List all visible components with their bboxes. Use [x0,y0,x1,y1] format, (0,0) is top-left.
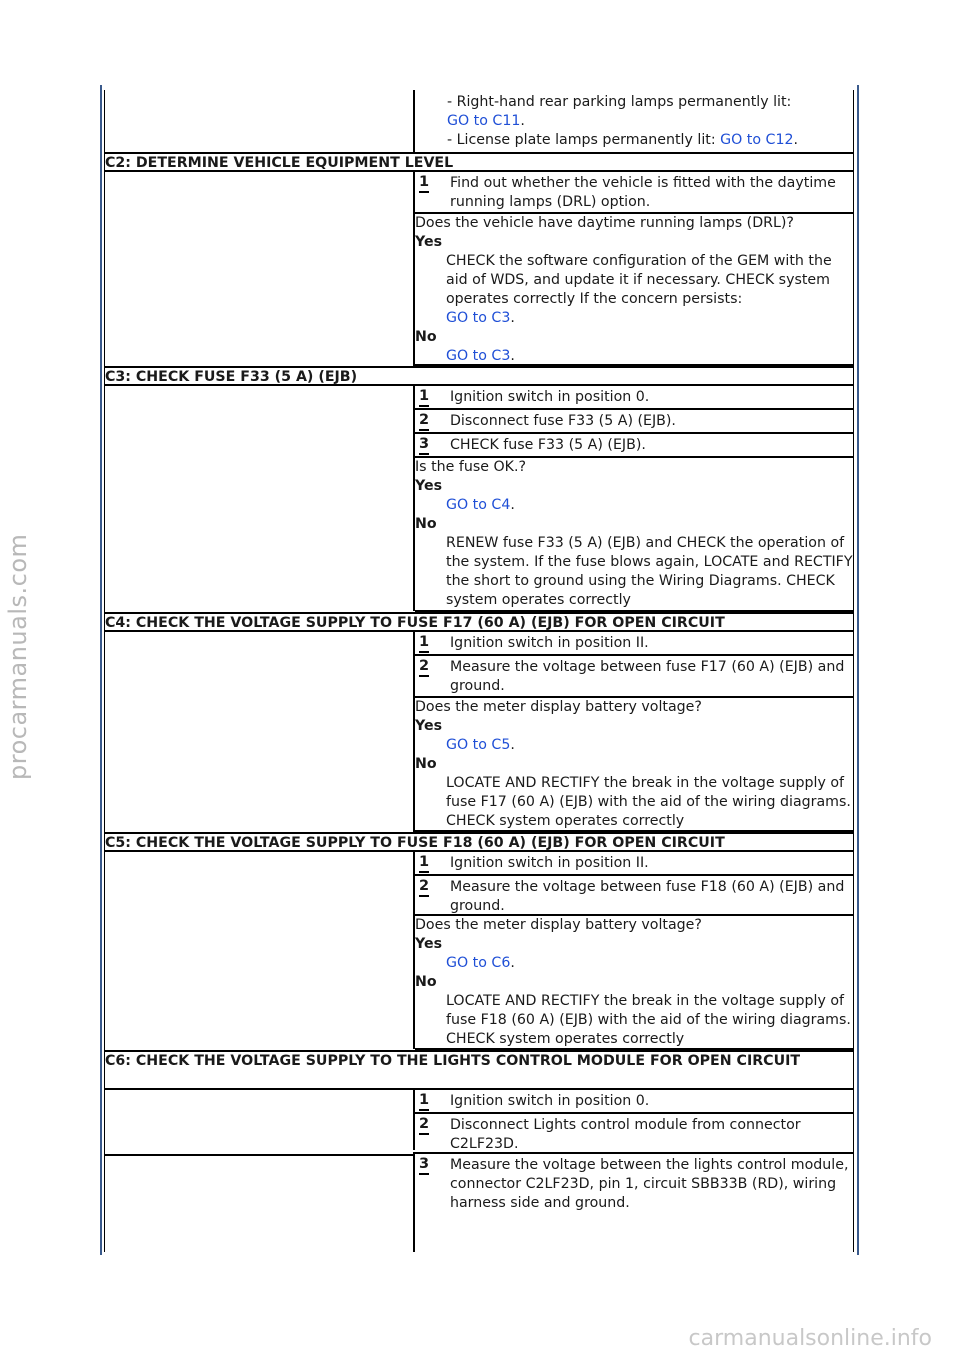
question-text: Does the meter display battery voltage? [415,917,702,933]
step-row [415,656,854,698]
question-block-c5 [415,916,854,1050]
step-row [415,1090,854,1114]
step-row [415,386,854,410]
goto-c6-link[interactable]: GO to C6 [446,955,511,971]
section-header-c4: C4: CHECK THE VOLTAGE SUPPLY TO FUSE F17 (60 A) (EJB) FOR OPEN CIRCUIT [104,612,854,632]
step-text: Ignition switch in position II. [450,855,649,871]
goto-c4-link[interactable]: GO to C4 [446,497,511,513]
goto-c5-link[interactable]: GO to C5 [446,737,511,753]
step-row [415,434,854,458]
no-action: GO to C3. [446,348,515,364]
no-label: No [415,756,437,772]
section-header-c3: C3: CHECK FUSE F33 (5 A) (EJB) [104,366,854,386]
step-row [415,632,854,656]
step-text: Measure the voltage between fuse F17 (60 A) (EJB) and ground. [450,659,845,694]
step-number: 2 [419,1116,429,1135]
step-number: 1 [419,1092,429,1111]
step-number: 3 [419,436,429,455]
goto-c12-link[interactable]: GO to C12 [720,132,794,148]
yes-label: Yes [415,478,443,494]
goto-c3-link[interactable]: GO to C3 [446,310,511,326]
row-divider [104,1154,415,1156]
yes-text: CHECK the software configuration of the GEM with the aid of WDS, and update it if necessary. CHECK system operates correctly If the concern persists: [446,253,832,307]
yes-action: GO to C4. [446,497,515,513]
question-block-c3 [415,458,854,612]
step-text: Measure the voltage between fuse F18 (60 A) (EJB) and ground. [450,879,845,914]
step-row [415,1154,854,1250]
section-header-c5: C5: CHECK THE VOLTAGE SUPPLY TO FUSE F18 (60 A) (EJB) FOR OPEN CIRCUIT [104,832,854,852]
yes-action: GO to C5. [446,737,515,753]
side-watermark: procarmanuals.com [4,533,32,780]
section-header-c6: C6: CHECK THE VOLTAGE SUPPLY TO THE LIGHTS CONTROL MODULE FOR OPEN CIRCUIT [104,1050,854,1090]
step-number: 2 [419,878,429,897]
no-label: No [415,974,437,990]
step-text: Measure the voltage between the lights control module, connector C2LF23D, pin 1, circuit SBB33B (RD), wiring harness side and ground. [450,1157,849,1211]
continuation-line: GO to C11. [447,113,525,129]
step-text: Ignition switch in position II. [450,635,649,651]
yes-label: Yes [415,234,443,250]
yes-label: Yes [415,936,443,952]
step-text: Ignition switch in position 0. [450,389,650,405]
no-label: No [415,329,437,345]
yes-label: Yes [415,718,443,734]
step-number: 1 [419,634,429,653]
section-header-c2: C2: DETERMINE VEHICLE EQUIPMENT LEVEL [104,152,854,172]
step-text: Disconnect Lights control module from connector C2LF23D. [450,1117,801,1152]
yes-action: GO to C3. [446,310,515,326]
no-label: No [415,516,437,532]
step-row [415,172,854,214]
question-text: Is the fuse OK.? [415,459,527,475]
continuation-block [447,93,852,150]
page-border-right [857,85,859,1255]
question-text: Does the meter display battery voltage? [415,699,702,715]
step-text: Ignition switch in position 0. [450,1093,650,1109]
step-number: 3 [419,1156,429,1175]
step-number: 2 [419,412,429,431]
step-text: Find out whether the vehicle is fitted with the daytime running lamps (DRL) option. [450,175,836,210]
step-text: CHECK fuse F33 (5 A) (EJB). [450,437,646,453]
step-row [415,852,854,876]
step-number: 1 [419,174,429,193]
step-number: 1 [419,388,429,407]
step-number: 2 [419,658,429,677]
step-number: 1 [419,854,429,873]
step-text: Disconnect fuse F33 (5 A) (EJB). [450,413,676,429]
question-block-c4 [415,698,854,832]
question-block-c2 [415,214,854,366]
step-row [415,876,854,916]
step-row [415,410,854,434]
goto-c11-link[interactable]: GO to C11 [447,113,521,129]
no-text: LOCATE AND RECTIFY the break in the voltage supply of fuse F17 (60 A) (EJB) with the aid of the wiring diagrams. CHECK system operates correctly [446,775,851,829]
no-text: LOCATE AND RECTIFY the break in the voltage supply of fuse F18 (60 A) (EJB) with the aid of the wiring diagrams. CHECK system operates correctly [446,993,851,1047]
question-text: Does the vehicle have daytime running lamps (DRL)? [415,215,794,231]
yes-action: GO to C6. [446,955,515,971]
column-divider [413,90,415,154]
page-border-left [100,85,102,1255]
goto-c3-link[interactable]: GO to C3 [446,348,511,364]
no-text: RENEW fuse F33 (5 A) (EJB) and CHECK the operation of the system. If the fuse blows again, LOCATE and RECTIFY the short to ground using the Wiring Diagrams. CHECK system operates correctly [446,535,853,608]
step-row [415,1114,854,1154]
continuation-line: - License plate lamps permanently lit: GO to C12. [447,132,799,148]
bottom-watermark: carmanualsonline.info [688,1326,932,1351]
continuation-line: - Right-hand rear parking lamps permanently lit: [447,94,792,110]
